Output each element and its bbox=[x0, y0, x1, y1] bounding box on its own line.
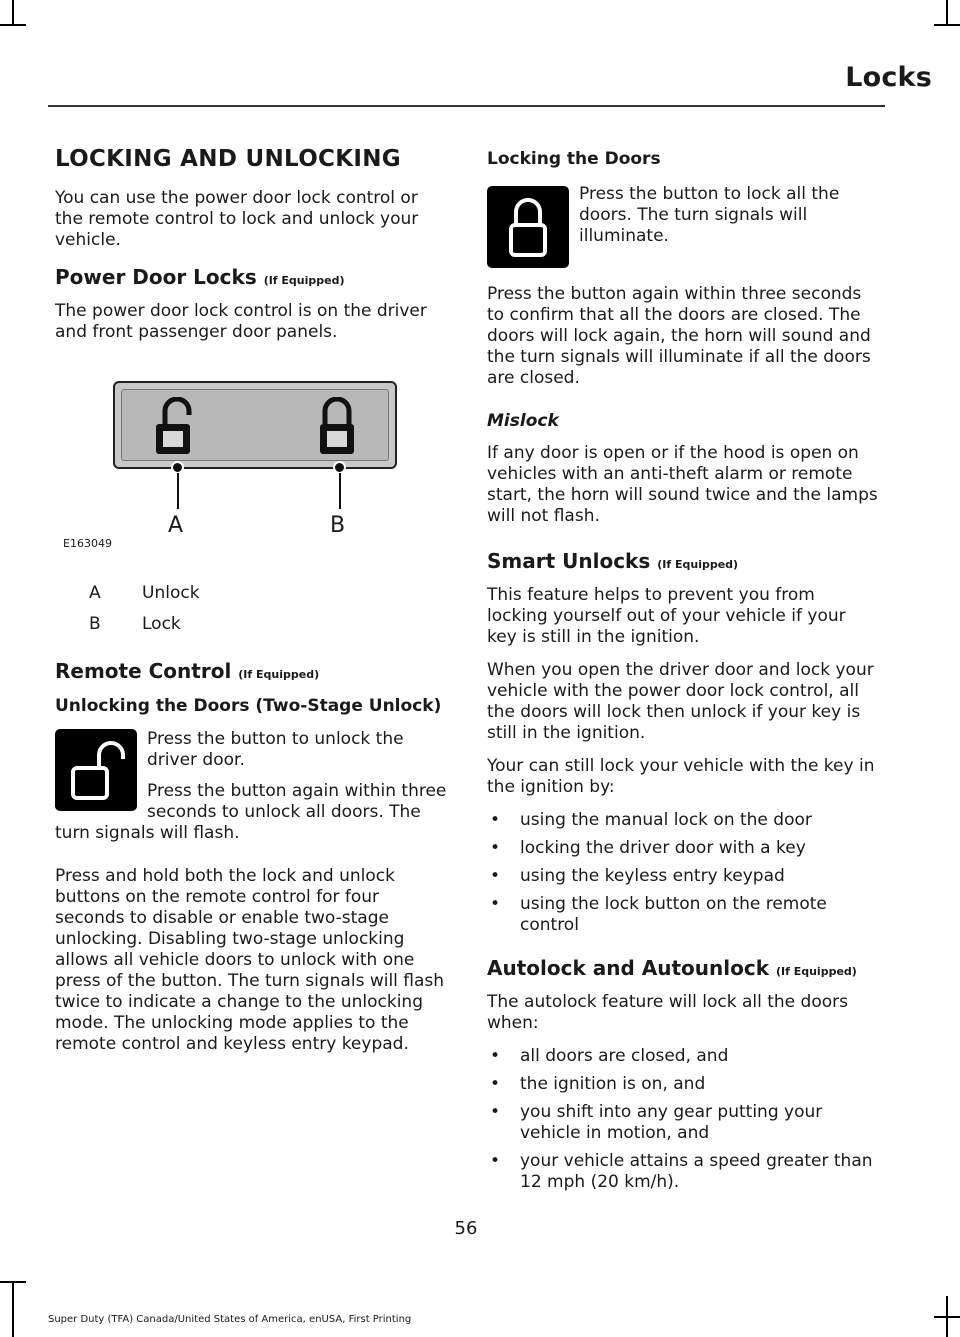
list-item: • your vehicle attains a speed greater than 12 mph (20 km/h). bbox=[490, 1151, 873, 1192]
remote-unlock-text-2: Press the button again within three seconds to unlock all doors. The turn signals will flash. bbox=[55, 781, 447, 843]
bullet: • bbox=[490, 810, 501, 830]
header-rule bbox=[48, 105, 885, 107]
bullet: • bbox=[490, 1151, 501, 1171]
bullet: • bbox=[490, 838, 501, 858]
crop-mark bbox=[934, 24, 960, 26]
smart-unlocks-heading bbox=[487, 549, 880, 573]
legend-label: Unlock bbox=[142, 583, 200, 603]
equipped-qualifier: (If Equipped) bbox=[238, 668, 320, 681]
page-number: 56 bbox=[454, 1218, 478, 1239]
callout-b-label: B bbox=[330, 513, 346, 538]
equipped-qualifier: (If Equipped) bbox=[775, 965, 857, 978]
unlock-icon bbox=[155, 397, 201, 455]
legend-key: B bbox=[89, 614, 101, 634]
left-column bbox=[55, 146, 447, 1067]
lock-icon bbox=[507, 196, 549, 258]
bullet: • bbox=[490, 894, 501, 914]
unlock-icon bbox=[69, 739, 125, 801]
door-lock-control-figure bbox=[55, 357, 447, 557]
list-item: • you shift into any gear putting your vehicle in motion, and bbox=[490, 1102, 823, 1143]
smart-unlocks-paragraph-2: When you open the driver door and lock your vehicle with the power door lock control, all the doors will lock then unlock if your key is still in the ignition. bbox=[487, 660, 874, 743]
list-item: • using the manual lock on the door bbox=[490, 810, 812, 830]
power-locks-paragraph: The power door lock control is on the driver and front passenger door panels. bbox=[55, 301, 427, 342]
crop-mark bbox=[12, 1281, 14, 1337]
autolock-heading bbox=[487, 956, 880, 980]
autolock-list bbox=[487, 1046, 880, 1193]
heading-text: Autolock and Autounlock bbox=[487, 956, 769, 980]
list-item: • all doors are closed, and bbox=[490, 1046, 729, 1066]
legend-row-b bbox=[55, 614, 447, 635]
mislock-heading: Mislock bbox=[487, 411, 559, 431]
bullet: • bbox=[490, 1046, 501, 1066]
bullet: • bbox=[490, 866, 501, 886]
legend-label: Lock bbox=[142, 614, 181, 634]
smart-unlocks-paragraph-1: This feature helps to prevent you from locking yourself out of your vehicle if your key is still in the ignition. bbox=[487, 585, 846, 647]
bullet: • bbox=[490, 1102, 501, 1122]
heading-text: Power Door Locks bbox=[55, 265, 257, 289]
heading-text: Smart Unlocks bbox=[487, 549, 651, 573]
section-title: LOCKING AND UNLOCKING bbox=[55, 146, 401, 172]
equipped-qualifier: (If Equipped) bbox=[657, 558, 739, 571]
list-item: • the ignition is on, and bbox=[490, 1074, 706, 1094]
figure-code: E163049 bbox=[63, 537, 112, 550]
right-column bbox=[487, 148, 880, 1207]
autolock-paragraph: The autolock feature will lock all the doors when: bbox=[487, 992, 848, 1033]
list-item: • using the lock button on the remote control bbox=[490, 894, 827, 935]
crop-mark bbox=[946, 0, 948, 26]
remote-lock-text: Press the button to lock all the doors. The turn signals will illuminate. bbox=[579, 184, 840, 246]
crop-mark bbox=[934, 1316, 960, 1318]
footer-text: Super Duty (TFA) Canada/United States of America, enUSA, First Printing bbox=[48, 1314, 412, 1325]
lock-icon bbox=[317, 397, 357, 455]
bullet: • bbox=[490, 1074, 501, 1094]
crop-mark bbox=[0, 1281, 26, 1283]
list-item: • locking the driver door with a key bbox=[490, 838, 806, 858]
callout-a-label: A bbox=[168, 513, 184, 538]
legend-key: A bbox=[89, 583, 101, 603]
equipped-qualifier: (If Equipped) bbox=[263, 274, 345, 287]
two-stage-unlock-heading: Unlocking the Doors (Two-Stage Unlock) bbox=[55, 696, 442, 716]
callout-b-line bbox=[339, 473, 341, 509]
remote-hold-paragraph: Press and hold both the lock and unlock buttons on the remote control for four seconds to disable or enable two-stage unlocking. Disabling two-stage unlocking allows all vehicle doors to unlock with one press of the button. The turn signals will flash twice to indicate a change to the unlocking mode. The unlocking mode applies to the remote control and keyless entry keypad. bbox=[55, 866, 445, 1054]
remote-lock-icon-box bbox=[487, 186, 569, 268]
remote-unlock-icon-box bbox=[55, 729, 137, 811]
remote-control-heading bbox=[55, 659, 447, 683]
callout-a-line bbox=[177, 473, 179, 509]
intro-paragraph: You can use the power door lock control or the remote control to lock and unlock your vehicle. bbox=[55, 188, 419, 250]
remote-unlock-text-1: Press the button to unlock the driver door. bbox=[147, 729, 404, 770]
list-item: • using the keyless entry keypad bbox=[490, 866, 785, 886]
smart-unlocks-paragraph-3: Your can still lock your vehicle with the key in the ignition by: bbox=[487, 756, 875, 797]
crop-mark bbox=[0, 24, 26, 26]
page-header-title: Locks bbox=[845, 62, 932, 93]
locking-doors-heading: Locking the Doors bbox=[487, 149, 661, 169]
power-door-locks-heading bbox=[55, 265, 447, 289]
mislock-paragraph: If any door is open or if the hood is open on vehicles with an anti-theft alarm or remote start, the horn will sound twice and the lamps will not flash. bbox=[487, 443, 878, 526]
legend-row-a bbox=[55, 583, 447, 604]
heading-text: Remote Control bbox=[55, 659, 232, 683]
crop-mark bbox=[12, 0, 14, 26]
smart-unlocks-list bbox=[487, 810, 880, 936]
locking-paragraph: Press the button again within three seconds to confirm that all the doors are closed. The doors will lock again, the horn will sound and the turn signals will illuminate if all the doors are closed. bbox=[487, 284, 871, 388]
